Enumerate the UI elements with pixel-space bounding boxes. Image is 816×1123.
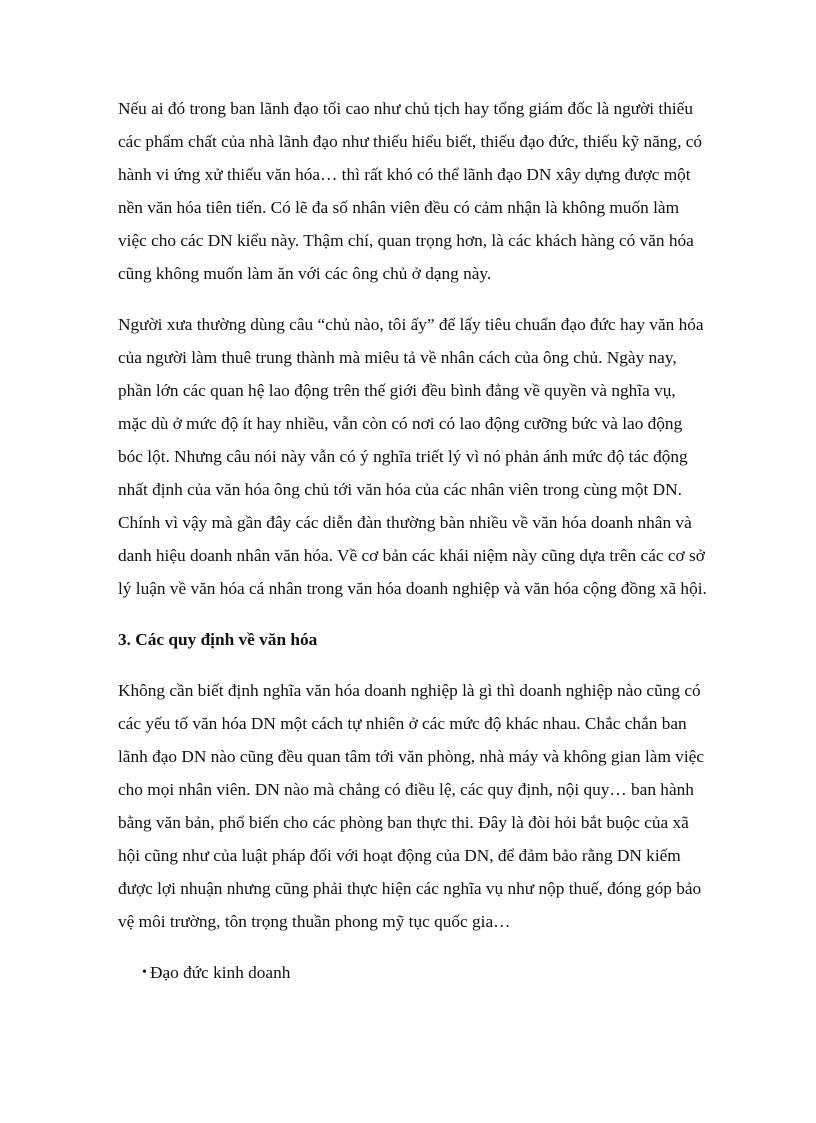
- bullet-list: [118, 956, 708, 989]
- bullet-icon: •: [142, 965, 147, 980]
- paragraph-culture-rules: Không cần biết định nghĩa văn hóa doanh nghiệp là gì thì doanh nghiệp nào cũng có các yếu tố văn hóa DN một cách tự nhiên ở các mức độ khác nhau. Chắc chắn ban lãnh đạo DN nào cũng đều quan tâm tới văn phòng, nhà máy và không gian làm việc cho mọi nhân viên. DN nào mà chẳng có điều lệ, các quy định, nội quy… ban hành bằng văn bản, phổ biến cho các phòng ban thực thi. Đây là đòi hỏi bắt buộc của xã hội cũng như của luật pháp đối với hoạt động của DN, để đảm bảo rằng DN kiếm được lợi nhuận nhưng cũng phải thực hiện các nghĩa vụ như nộp thuế, đóng góp bảo vệ môi trường, tôn trọng thuần phong mỹ tục quốc gia…: [118, 681, 704, 931]
- paragraph-owner-culture: Người xưa thường dùng câu “chủ nào, tôi ấy” để lấy tiêu chuẩn đạo đức hay văn hóa của người làm thuê trung thành mà miêu tả về nhân cách của ông chủ. Ngày nay, phần lớn các quan hệ lao động trên thế giới đều bình đẳng về quyền và nghĩa vụ, mặc dù ở mức độ ít hay nhiều, vẫn còn có nơi có lao động cưỡng bức và lao động bóc lột. Nhưng câu nói này vẫn có ý nghĩa triết lý vì nó phản ánh mức độ tác động nhất định của văn hóa ông chủ tới văn hóa của các nhân viên trong cùng một DN. Chính vì vậy mà gần đây các diễn đàn thường bàn nhiều về văn hóa doanh nhân và danh hiệu doanh nhân văn hóa. Về cơ bản các khái niệm này cũng dựa trên các cơ sở lý luận về văn hóa cá nhân trong văn hóa doanh nghiệp và văn hóa cộng đồng xã hội.: [118, 315, 707, 598]
- document-page: [118, 92, 708, 989]
- list-item: [118, 956, 708, 989]
- paragraph-leadership: Nếu ai đó trong ban lãnh đạo tối cao như chủ tịch hay tổng giám đốc là người thiếu các phẩm chất của nhà lãnh đạo như thiếu hiểu biết, thiếu đạo đức, thiếu kỹ năng, có hành vi ứng xử thiếu văn hóa… thì rất khó có thể lãnh đạo DN xây dựng được một nền văn hóa tiên tiến. Có lẽ đa số nhân viên đều có cảm nhận là không muốn làm việc cho các DN kiểu này. Thậm chí, quan trọng hơn, là các khách hàng có văn hóa cũng không muốn làm ăn với các ông chủ ở dạng này.: [118, 99, 703, 283]
- list-item-text: Đạo đức kinh doanh: [150, 963, 291, 982]
- section-heading: 3. Các quy định về văn hóa: [118, 630, 318, 649]
